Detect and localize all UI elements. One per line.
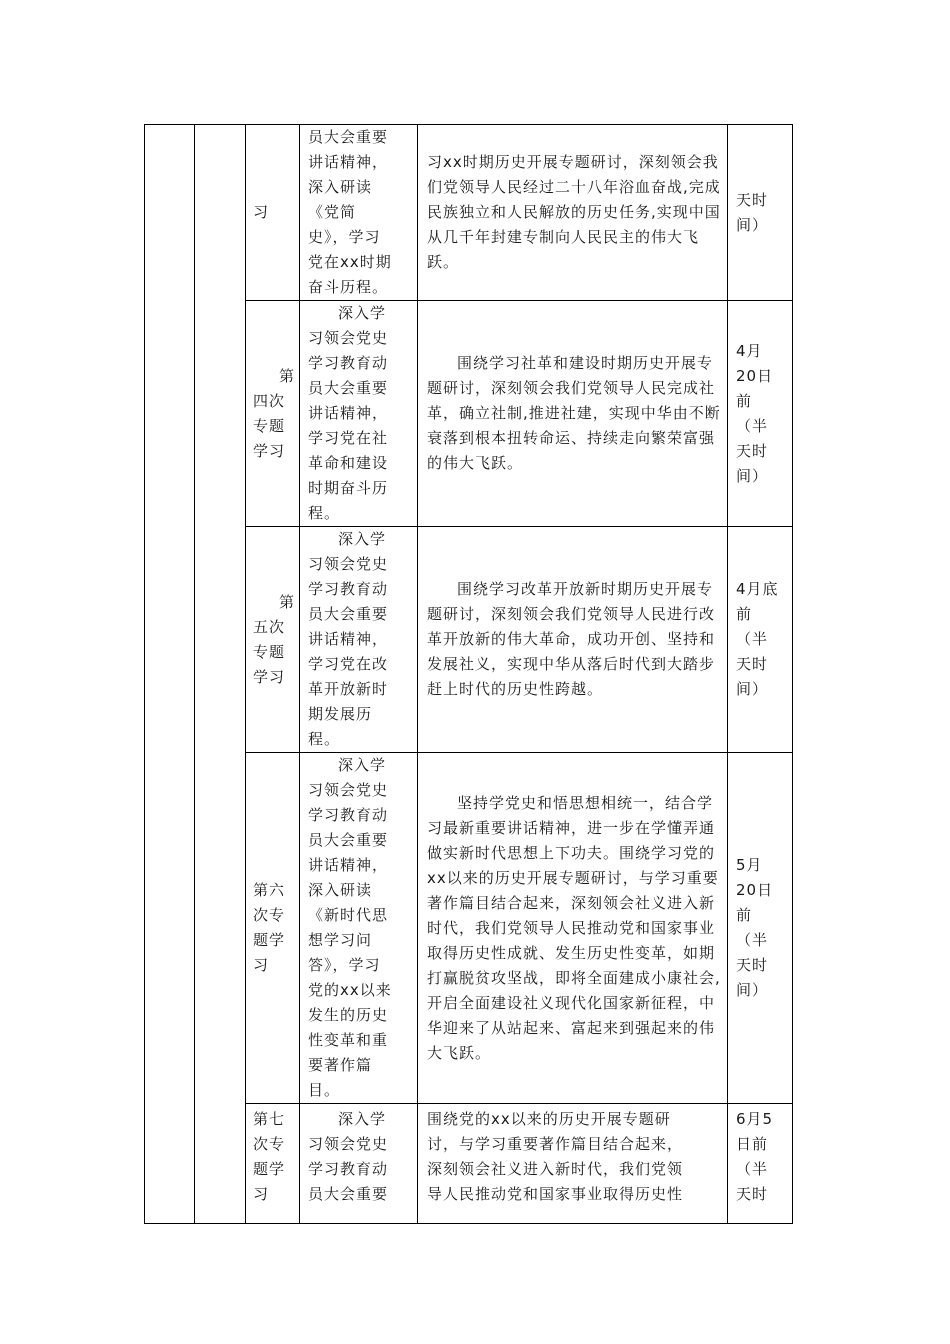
plan-table-page xyxy=(144,124,792,1220)
session-title-cell: 习 xyxy=(246,125,300,301)
schedule-time-cell: 4月 20日 前 （半 天时 间） xyxy=(728,301,793,527)
study-content-cell: 深入学 习领会党史 学习教育动 员大会重要 讲话精神， 学习党在社 革命和建设 时期奋斗历 程。 xyxy=(300,301,418,527)
table-row xyxy=(145,125,793,301)
study-content-cell: 深入学 习领会党史 学习教育动 员大会重要 讲话精神， 学习党在改 革开放新时 期发展历 程。 xyxy=(300,527,418,753)
blank-column-2 xyxy=(195,125,246,1224)
study-content-cell: 深入学 习领会党史 学习教育动 员大会重要 xyxy=(300,1104,418,1224)
schedule-time-cell: 5月 20日 前 （半 天时 间） xyxy=(728,753,793,1104)
discussion-description-cell: 习xx时期历史开展专题研讨，深刻领会我们党领导人民经过二十八年浴血奋战,完成民族独立和人民解放的历史任务,实现中国从几千年封建专制向人民民主的伟大飞跃。 xyxy=(418,125,728,301)
study-content-cell: 员大会重要 讲话精神， 深入研读 《党简 史》，学习 党在xx时期 奋斗历程。 xyxy=(300,125,418,301)
schedule-time-cell: 6月5 日前 （半 天时 xyxy=(728,1104,793,1224)
session-title-cell: 第六 次专 题学 习 xyxy=(246,753,300,1104)
schedule-time-cell: 天时 间） xyxy=(728,125,793,301)
session-title-cell: 第七 次专 题学 习 xyxy=(246,1104,300,1224)
study-schedule-table xyxy=(144,124,793,1224)
blank-column-1 xyxy=(145,125,195,1224)
session-title-cell: 第 五次 专题 学习 xyxy=(246,527,300,753)
discussion-description-cell: 围绕学习改革开放新时期历史开展专题研讨，深刻领会我们党领导人民进行改革开放新的伟大革命，成功开创、坚持和发展社义，实现中华从落后时代到大踏步赶上时代的历史性跨越。 xyxy=(418,527,728,753)
study-content-cell: 深入学 习领会党史 学习教育动 员大会重要 讲话精神， 深入研读 《新时代思 想学习问 答》，学习 党的xx以来 发生的历史 性变革和重 要著作篇 目。 xyxy=(300,753,418,1104)
discussion-description-cell: 围绕党的xx以来的历史开展专题研 讨，与学习重要著作篇目结合起来， 深刻领会社义进入新时代，我们党领 导人民推动党和国家事业取得历史性 xyxy=(418,1104,728,1224)
discussion-description-cell: 坚持学党史和悟思想相统一，结合学习最新重要讲话精神，进一步在学懂弄通做实新时代思想上下功夫。围绕学习党的xx以来的历史开展专题研讨，与学习重要著作篇目结合起来，深刻领会社义进入新时代，我们党领导人民推动党和国家事业取得历史性成就、发生历史性变革，如期打赢脱贫攻坚战，即将全面建成小康社会,开启全面建设社义现代化国家新征程，中华迎来了从站起来、富起来到强起来的伟大飞跃。 xyxy=(418,753,728,1104)
session-title-cell: 第 四次 专题 学习 xyxy=(246,301,300,527)
discussion-description-cell: 围绕学习社革和建设时期历史开展专题研讨，深刻领会我们党领导人民完成社革，确立社制,推进社建，实现中华由不断衰落到根本扭转命运、持续走向繁荣富强的伟大飞跃。 xyxy=(418,301,728,527)
schedule-time-cell: 4月底 前 （半 天时 间） xyxy=(728,527,793,753)
